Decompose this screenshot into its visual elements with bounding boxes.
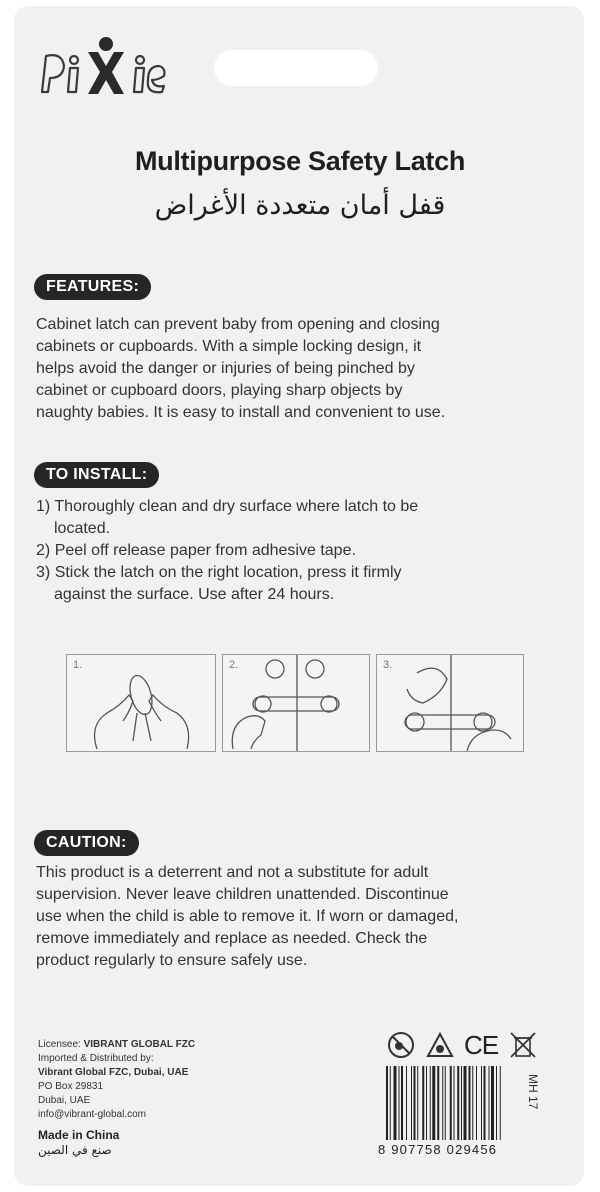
ce-mark-icon: CE — [464, 1030, 499, 1060]
press-latch-icon — [377, 655, 523, 751]
barcode-bar — [426, 1066, 427, 1140]
hands-peel-icon — [67, 655, 215, 751]
no-small-parts-icon — [386, 1030, 416, 1060]
barcode-bar — [496, 1066, 497, 1140]
features-line: naughty babies. It is easy to install and convenient to use. — [36, 404, 446, 421]
imported-line: Imported & Distributed by: — [38, 1053, 154, 1064]
features-heading: FEATURES: — [34, 274, 151, 300]
barcode-bar — [484, 1066, 486, 1140]
install-step — [36, 540, 506, 562]
city: Dubai, UAE — [38, 1095, 91, 1106]
barcode-bar — [399, 1066, 400, 1140]
install-step — [36, 496, 506, 540]
step-number: 3) — [36, 564, 51, 581]
barcode-bar — [469, 1066, 471, 1140]
barcode-bar — [472, 1066, 473, 1140]
latch-on-doors-icon — [223, 655, 369, 751]
licensee-name: VIBRANT GLOBAL FZC — [83, 1039, 196, 1050]
licensee-line — [38, 1038, 195, 1051]
barcode-bar — [414, 1066, 416, 1140]
caution-line: use when the child is able to remove it. If worn or damaged, — [36, 908, 459, 925]
distributor: Vibrant Global FZC, Dubai, UAE — [38, 1067, 189, 1078]
features-line: cabinets or cupboards. With a simple locking design, it — [36, 338, 422, 355]
features-line: helps avoid the danger or injuries of being pinched by — [36, 360, 415, 377]
barcode-bar — [422, 1066, 424, 1140]
product-title-arabic: قفل أمان متعددة الأغراض — [154, 190, 446, 221]
barcode-bar — [457, 1066, 459, 1140]
features-line: cabinet or cupboard doors, playing sharp objects by — [36, 382, 403, 399]
barcode-bar — [445, 1066, 446, 1140]
barcode-bar — [464, 1066, 467, 1140]
barcode-bar — [489, 1066, 490, 1140]
illustration-number: 1. — [73, 659, 83, 671]
made-in: Made in China — [38, 1128, 120, 1142]
step-text: Stick the latch on the right location, press it firmly — [54, 564, 402, 581]
barcode-bar — [411, 1066, 412, 1140]
barcode-bar — [417, 1066, 418, 1140]
barcode-bar — [476, 1066, 477, 1140]
weee-bin-icon — [508, 1030, 538, 1060]
install-step — [36, 562, 506, 606]
barcode-bar — [386, 1066, 388, 1140]
features-line: Cabinet latch can prevent baby from opening and closing — [36, 316, 440, 333]
install-steps — [36, 496, 506, 606]
illustration-number: 3. — [383, 659, 393, 671]
step-text: Thoroughly clean and dry surface where latch to be — [54, 498, 419, 515]
step-number: 2) — [36, 542, 51, 559]
email: info@vibrant-global.com — [38, 1109, 146, 1120]
product-code: MH 17 — [526, 1074, 540, 1110]
barcode-bar — [454, 1066, 455, 1140]
step-text-cont: located. — [54, 520, 111, 537]
illustration-number: 2. — [229, 659, 239, 671]
barcode-bar — [481, 1066, 482, 1140]
hang-hole — [214, 50, 378, 86]
install-illustration-1 — [66, 654, 216, 752]
pixie-logo — [38, 32, 168, 102]
install-illustration-2 — [222, 654, 370, 752]
barcode-bar — [442, 1066, 443, 1140]
barcode-bar — [491, 1066, 494, 1140]
step-text: Peel off release paper from adhesive tape. — [54, 542, 356, 559]
barcode-bar — [432, 1066, 435, 1140]
barcode-bar — [461, 1066, 462, 1140]
barcode-bar — [450, 1066, 452, 1140]
caution-heading: CAUTION: — [34, 830, 139, 856]
barcode-bar — [406, 1066, 407, 1140]
barcode-bar — [437, 1066, 439, 1140]
barcode-bar — [401, 1066, 403, 1140]
toy-safety-icon — [424, 1030, 456, 1060]
barcode-digits: 8 907758 029456 — [378, 1142, 498, 1157]
step-number: 1) — [36, 498, 51, 515]
product-title: Multipurpose Safety Latch — [134, 146, 466, 176]
licensee-label: Licensee: — [38, 1039, 81, 1050]
barcode-bar — [390, 1066, 391, 1140]
barcode-bar — [500, 1066, 501, 1140]
caution-line: supervision. Never leave children unattended. Discontinue — [36, 886, 449, 903]
step-text-cont: against the surface. Use after 24 hours. — [54, 586, 335, 603]
caution-line: product regularly to ensure safely use. — [36, 952, 308, 969]
caution-text — [36, 862, 506, 972]
made-in-arabic: صنع في الصين — [38, 1143, 112, 1157]
install-illustration-3 — [376, 654, 524, 752]
caution-line: remove immediately and replace as needed. Check the — [36, 930, 428, 947]
barcode-bar — [430, 1066, 431, 1140]
install-heading: TO INSTALL: — [34, 462, 159, 488]
po-box: PO Box 29831 — [38, 1081, 104, 1092]
caution-line: This product is a deterrent and not a substitute for adult — [36, 864, 429, 881]
barcode-bar — [394, 1066, 397, 1140]
features-text — [36, 314, 506, 424]
